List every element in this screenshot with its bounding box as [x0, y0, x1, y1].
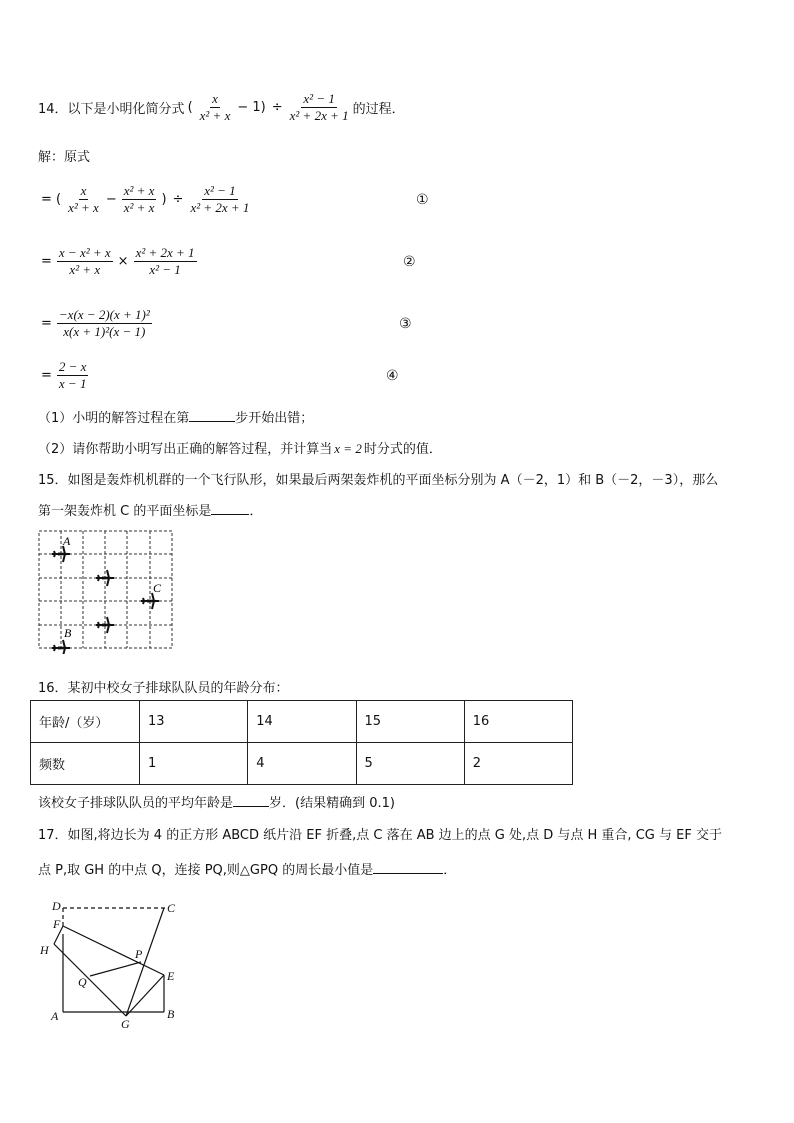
numerator: x [212, 91, 218, 106]
label-c: C [167, 901, 176, 915]
q15-text: 第一架轰炸机 C 的平面坐标是 [38, 504, 212, 519]
q16-intro: 16．某初中校女子排球队队员的年龄分布： [38, 681, 289, 696]
fraction [57, 360, 89, 391]
numerator: x [80, 183, 87, 198]
table-cell: 4 [248, 743, 356, 785]
label-g: G [121, 1017, 130, 1031]
q14-expression [185, 92, 353, 123]
fraction [188, 184, 251, 215]
fraction [66, 184, 101, 215]
numerator: −x(x − 2)(x + 1)² [58, 307, 150, 322]
q17-text: 点 P,取 GH 的中点 Q，连接 PQ,则△GPQ 的周长最小值是 [38, 863, 374, 878]
denominator: x² + 2x + 1 [190, 200, 250, 215]
times-sign: × [117, 254, 129, 269]
q14-step4 [38, 360, 90, 391]
answer-blank[interactable] [211, 501, 249, 515]
label-a: A [63, 534, 71, 548]
divide-sign: ÷ [271, 100, 283, 115]
step-marker-2: ② [403, 254, 416, 270]
table-row [31, 701, 573, 743]
q14-intro: 以下是小明化简分式 [67, 102, 185, 117]
q16-text: 该校女子排球队队员的平均年龄是 [38, 796, 234, 811]
q15-formation-figure [36, 528, 176, 654]
q14-part1 [38, 407, 313, 426]
numerator: x² − 1 [303, 91, 335, 106]
part2-math: x = 2 [334, 441, 362, 456]
table-cell: 15 [356, 701, 464, 743]
q17-line1: 17．如图,将边长为 4 的正方形 ABCD 纸片沿 EF 折叠,点 C 落在 AB 边上的点 G 处,点 D 与点 H 重合, CG 与 EF 交于 [38, 828, 722, 843]
fraction [122, 184, 157, 215]
q16-answer-line [38, 792, 395, 811]
answer-blank[interactable] [233, 793, 269, 807]
label-b: B [64, 626, 72, 640]
label-q: Q [78, 975, 87, 989]
equals: = [41, 254, 52, 269]
label-d: D [52, 899, 61, 913]
step-marker-3: ③ [399, 316, 412, 332]
q17-line2 [38, 859, 456, 878]
q14-step3 [38, 308, 154, 339]
step-marker-1: ① [416, 192, 429, 208]
denominator: x² + x [199, 108, 231, 123]
answer-blank[interactable] [189, 408, 235, 422]
label-b: B [167, 1007, 175, 1021]
q15-text-end: ． [249, 504, 263, 519]
label-p: P [135, 947, 143, 961]
equals: = ( [41, 192, 62, 207]
table-row [31, 743, 573, 785]
divide-sign: ÷ [172, 192, 184, 207]
airplane-icon [96, 617, 114, 633]
step-marker-4: ④ [386, 368, 399, 384]
fraction [57, 246, 113, 277]
q16-text-end: 岁．(结果精确到 0.1) [269, 796, 395, 811]
segment-gc [126, 908, 164, 1016]
q14-step2 [38, 246, 199, 277]
fraction [134, 246, 197, 277]
fraction [288, 92, 351, 123]
q15-line1: 15．如图是轰炸机机群的一个飞行队形，如果最后两架轰炸机的平面坐标分别为 A（－2，1）和 B（－2，－3），那么 [38, 473, 719, 488]
answer-blank[interactable] [373, 860, 443, 874]
numerator: x² − 1 [204, 183, 236, 198]
denominator: x² + x [123, 200, 155, 215]
label-a: A [51, 1009, 59, 1023]
age-table [30, 700, 573, 785]
table-cell: 13 [140, 701, 248, 743]
denominator: x(x + 1)²(x − 1) [63, 324, 146, 339]
denominator: x − 1 [58, 376, 87, 391]
minus-sign: − [105, 192, 117, 207]
equals: = [41, 368, 52, 383]
table-cell: 14 [248, 701, 356, 743]
fraction [57, 308, 152, 339]
q14-solution-label: 解：原式 [38, 150, 91, 165]
part2-text-end: 时分式的值． [363, 442, 442, 457]
paren-right: ) [161, 192, 167, 207]
denominator: x² + x [68, 200, 99, 215]
part2-text: （2）请你帮助小明写出正确的解答过程，并计算当 [38, 442, 333, 457]
q17-text-end: ． [443, 863, 457, 878]
label-c: C [153, 581, 162, 595]
label-f: F [53, 917, 61, 931]
table-cell: 5 [356, 743, 464, 785]
q14-title [38, 92, 405, 123]
table-cell: 年龄/（岁） [31, 701, 140, 743]
label-h: H [40, 943, 49, 957]
equals: = [41, 316, 52, 331]
table-cell: 16 [464, 701, 572, 743]
q17-fold-figure [36, 896, 186, 1031]
denominator: x² + x [69, 262, 101, 277]
label-e: E [167, 969, 175, 983]
segment-ge [126, 975, 164, 1016]
paren-left: ( [187, 100, 193, 115]
numerator: x² + x [123, 183, 155, 198]
fraction [198, 92, 233, 123]
segment-hg [54, 944, 126, 1016]
numerator: x² + 2x + 1 [135, 245, 195, 260]
numerator: 2 − x [58, 359, 87, 374]
numerator: x − x² + x [58, 245, 111, 260]
q14-part2 [38, 438, 442, 457]
part1-text-end: 步开始出错； [235, 411, 314, 426]
table-cell: 1 [140, 743, 248, 785]
segment-pq [90, 962, 141, 976]
table-cell: 2 [464, 743, 572, 785]
minus-one: − 1) [237, 100, 266, 115]
denominator: x² + 2x + 1 [289, 108, 349, 123]
denominator: x² − 1 [149, 262, 181, 277]
table-cell: 频数 [31, 743, 140, 785]
q14-outro: 的过程． [352, 102, 405, 117]
q14-step1 [38, 184, 253, 215]
q14-number: 14． [38, 102, 68, 117]
q15-line2 [38, 500, 262, 519]
part1-text: （1）小明的解答过程在第 [38, 411, 190, 426]
